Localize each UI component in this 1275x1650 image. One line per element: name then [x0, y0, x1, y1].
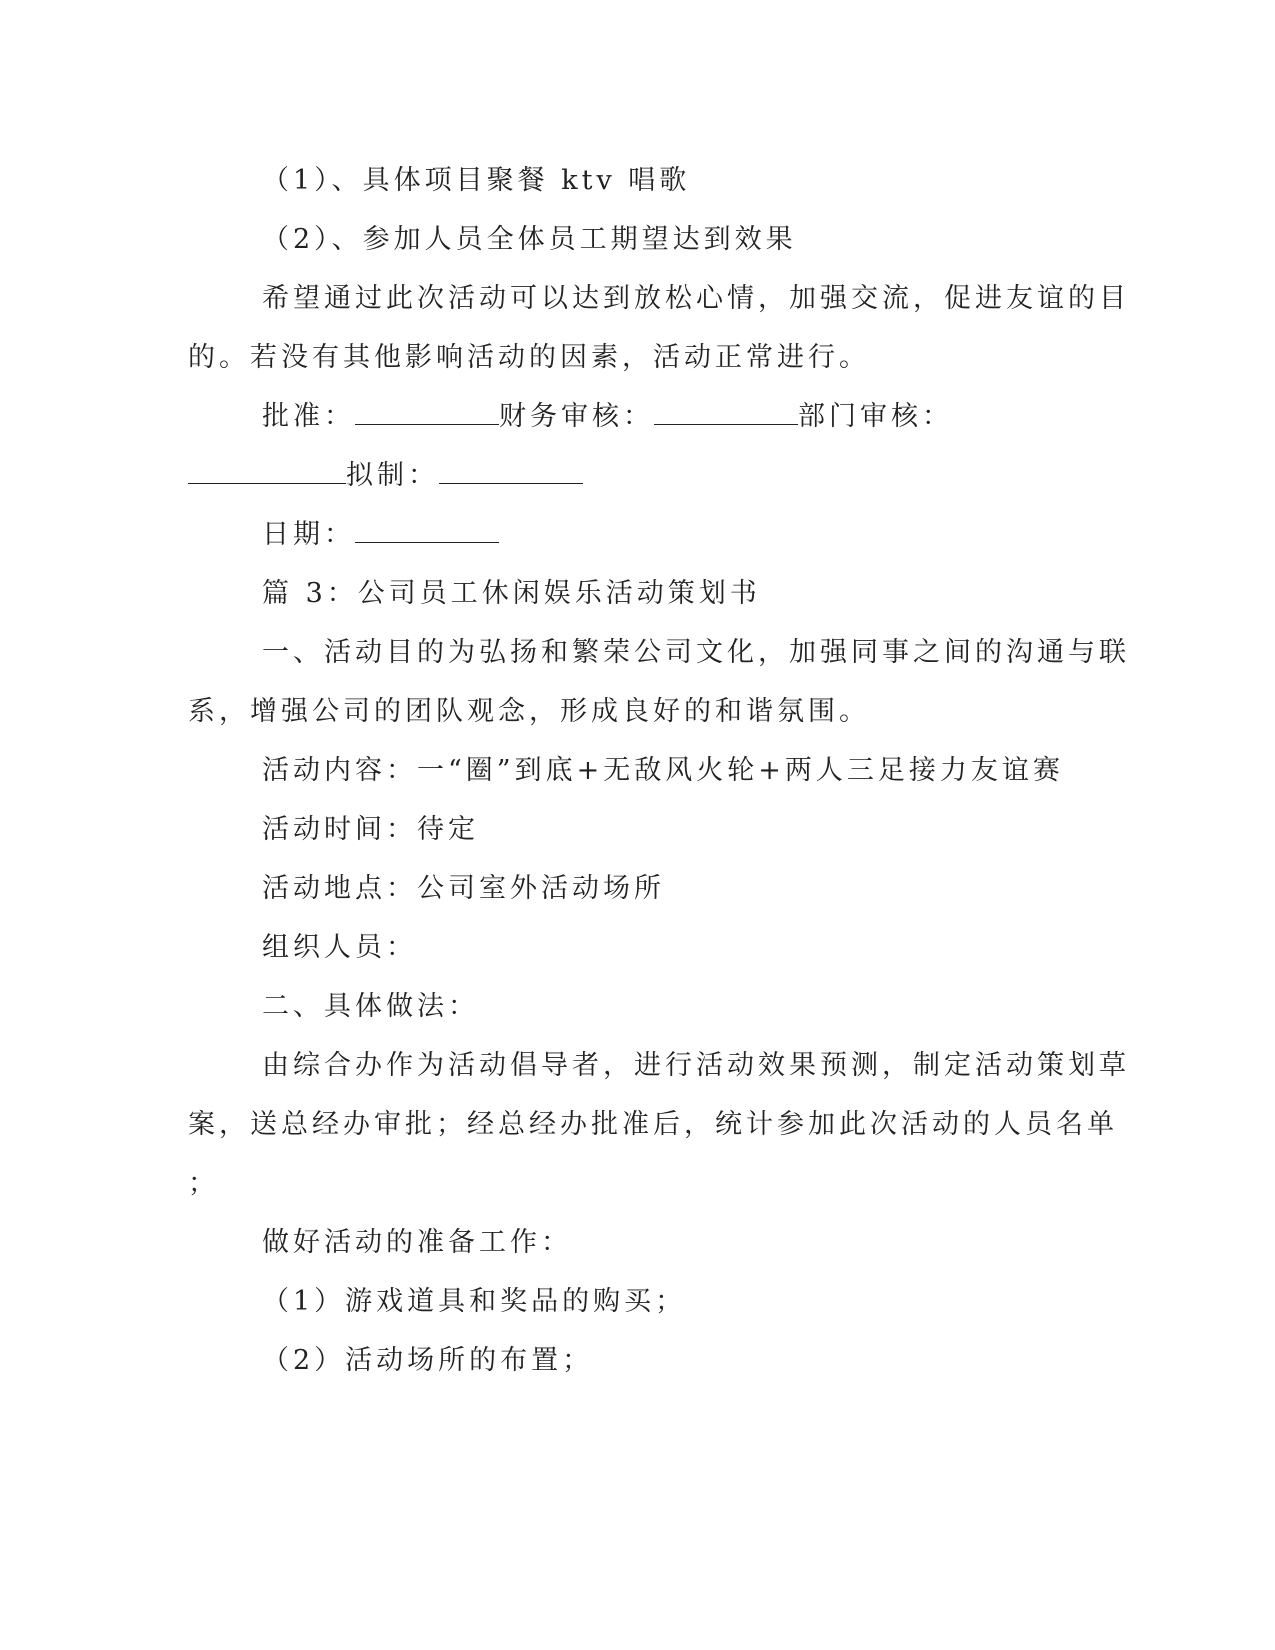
activity-time: 活动时间：待定	[262, 814, 479, 845]
date-blank	[355, 518, 499, 543]
section-title: 篇 3：公司员工休闲娱乐活动策划书	[262, 578, 761, 609]
signoff-row-1	[262, 399, 1162, 435]
approve-blank	[355, 400, 499, 425]
draft-label: 拟制：	[346, 460, 439, 491]
item-2: （2）、参加人员全体员工期望达到效果	[262, 224, 797, 255]
prep-item-2: （2）活动场所的布置；	[262, 1345, 594, 1376]
paragraph-line: 一、活动目的为弘扬和繁荣公司文化，加强同事之间的沟通与联	[262, 637, 1130, 668]
section-heading: 二、具体做法：	[262, 991, 479, 1022]
item-1: （1）、具体项目聚餐 ktv 唱歌	[262, 165, 691, 196]
paragraph-line: 系，增强公司的团队观念，形成良好的和谐氛围。	[188, 696, 870, 727]
finance-label: 财务审核：	[499, 401, 654, 432]
paragraph-line: 希望通过此次活动可以达到放松心情，加强交流，促进友谊的目	[262, 283, 1130, 314]
approve-label: 批准：	[262, 401, 355, 432]
organizers: 组织人员：	[262, 932, 417, 963]
prep-heading: 做好活动的准备工作：	[262, 1227, 572, 1258]
prep-item-1: （1）游戏道具和奖品的购买；	[262, 1286, 687, 1317]
paragraph-line: ；	[188, 1168, 219, 1199]
paragraph-line: 案，送总经办审批；经总经办批准后，统计参加此次活动的人员名单	[188, 1109, 1118, 1140]
signoff-row-2	[188, 458, 1088, 494]
activity-location: 活动地点：公司室外活动场所	[262, 873, 665, 904]
draft-blank	[439, 459, 583, 484]
paragraph-line: 由综合办作为活动倡导者，进行活动效果预测，制定活动策划草	[262, 1050, 1130, 1081]
paragraph-line: 的。若没有其他影响活动的因素，活动正常进行。	[188, 342, 870, 373]
date-row	[262, 517, 1162, 553]
date-label: 日期：	[262, 519, 355, 550]
dept-blank	[188, 459, 346, 484]
dept-label: 部门审核：	[798, 401, 953, 432]
finance-blank	[654, 400, 798, 425]
activity-content: 活动内容：一“圈”到底+无敌风火轮+两人三足接力友谊赛	[262, 755, 1064, 786]
